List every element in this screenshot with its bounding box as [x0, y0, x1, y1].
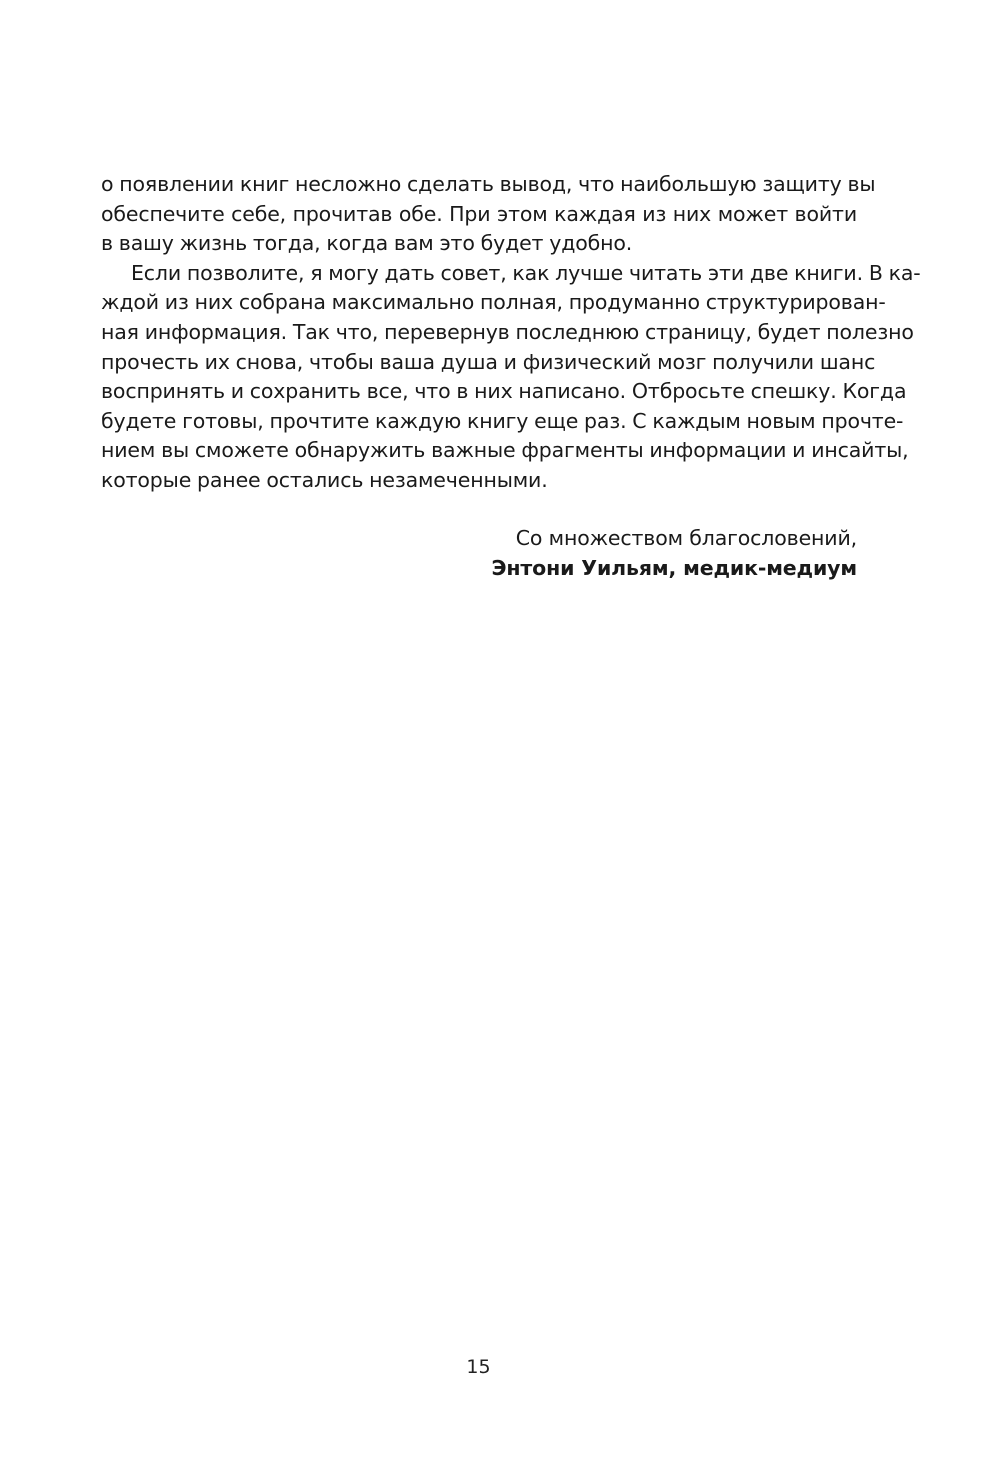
paragraph-2 [101, 259, 921, 496]
text-line: о появлении книг несложно сделать вывод, что наибольшую защиту вы [101, 172, 876, 196]
text-line: которые ранее остались незамеченными. [101, 467, 548, 492]
page-number: 15 [466, 1356, 491, 1378]
signature-author: Энтони Уильям, медик-медиум [491, 555, 857, 580]
text-line: нием вы сможете обнаружить важные фрагменты информации и инсайты, [101, 438, 909, 463]
text-line: ная информация. Так что, перевернув последнюю страницу, будет полезно [101, 319, 914, 344]
text-line: обеспечите себе, прочитав обе. При этом каждая из них может войти [101, 201, 857, 226]
signature-closing: Со множеством благословений, [515, 526, 857, 550]
text-line: будете готовы, прочтите каждую книгу еще раз. С каждым новым прочте- [101, 408, 904, 433]
text-line: Если позволите, я могу дать совет, как лучше читать эти две книги. В ка- [131, 260, 921, 285]
text-line: воспринять и сохранить все, что в них написано. Отбросьте спешку. Когда [101, 379, 907, 404]
signature [492, 524, 857, 583]
text-line: ждой из них собрана максимально полная, продуманно структурирован- [101, 290, 886, 315]
paragraph-1 [101, 170, 876, 259]
text-line: в вашу жизнь тогда, когда вам это будет удобно. [101, 231, 633, 256]
body-text [101, 170, 921, 496]
text-line: прочесть их снова, чтобы ваша душа и физический мозг получили шанс [101, 349, 876, 374]
